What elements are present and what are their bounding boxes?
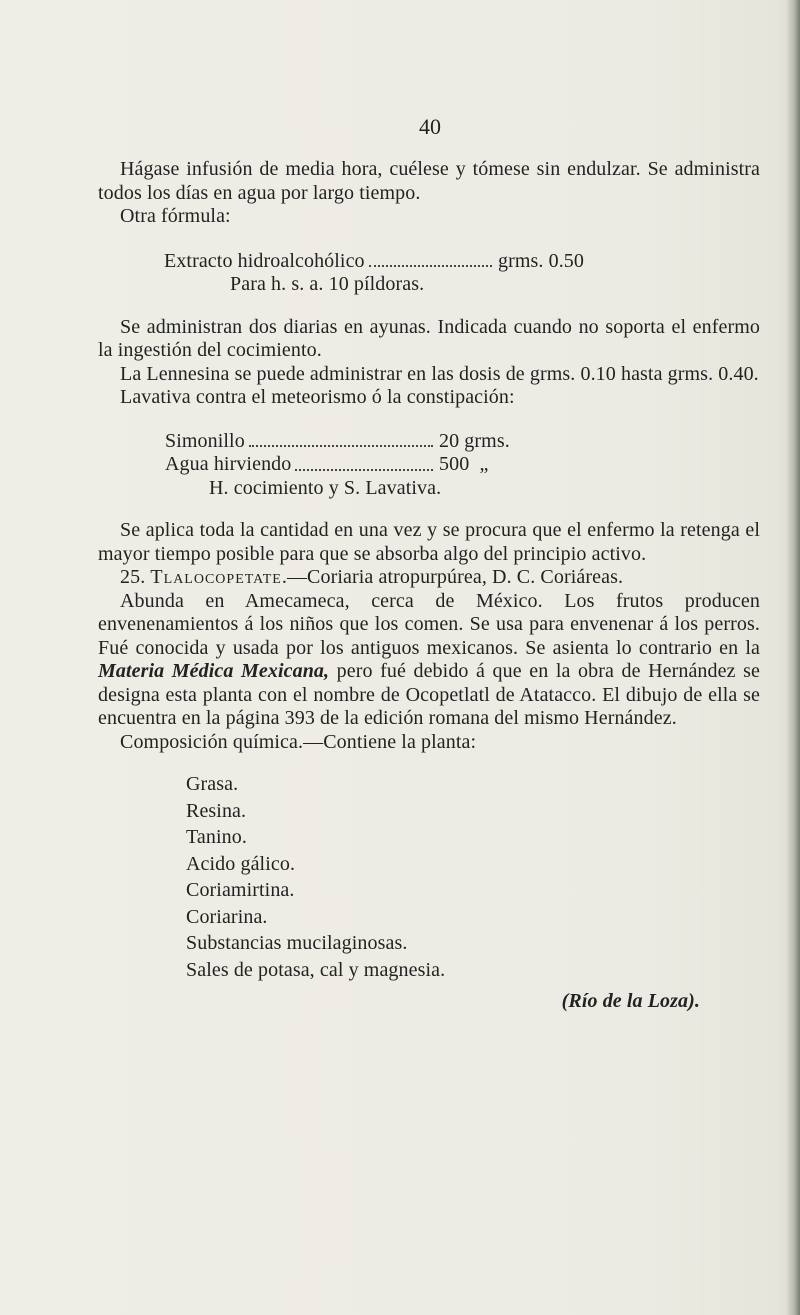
- paragraph-text: Abunda en Amecameca, cerca de México. Los frutos producen envenenamientos á los niños que los comen. Se usa para envenenar á los perros. Fué conocida y usada por los antiguos mexicanos. Se asienta lo contrario en la: [98, 589, 760, 659]
- formula-item: Simonillo: [165, 429, 245, 452]
- formula-note: Para h. s. a. 10 píldoras.: [230, 273, 425, 295]
- list-item: Coriarina.: [186, 905, 268, 928]
- formula-quantity: 20 grms.: [439, 429, 510, 452]
- formula-row: [165, 453, 527, 477]
- paragraph-infusion: Hágase infusión de media hora, cuélese y tómese sin endulzar. Se administra todos los días en agua por largo tiempo.: [98, 158, 760, 204]
- formula-quantity: grms. 0.50: [498, 249, 584, 272]
- page-body: [98, 158, 760, 1014]
- formula-lavativa: [165, 430, 527, 501]
- dot-leader: [369, 250, 492, 268]
- dot-leader: [295, 453, 433, 471]
- formula-row: [165, 430, 527, 454]
- paragraph-lavativa: Lavativa contra el meteorismo ó la constipación:: [120, 386, 515, 408]
- list-item: Coriamirtina.: [186, 879, 295, 901]
- formula-quantity: 500 „: [439, 453, 489, 475]
- formula-item: Agua hirviendo: [165, 453, 292, 475]
- formula-row: [164, 250, 584, 274]
- list-item: Sales de potasa, cal y magnesia.: [186, 958, 446, 981]
- entry-classification: .—Coriaria atropurpúrea, D. C. Coriáreas.: [281, 566, 624, 588]
- paragraph-otra-formula: Otra fórmula:: [120, 205, 231, 227]
- list-item: Resina.: [186, 799, 247, 822]
- page-number: 40: [419, 114, 441, 139]
- formula-extracto: [164, 250, 584, 297]
- page-edge-shadow: [786, 0, 800, 1315]
- list-item: Grasa.: [186, 773, 239, 795]
- list-item: Substancias mucilaginosas.: [186, 932, 408, 954]
- entry-number: 25.: [120, 566, 146, 588]
- citation-text: (Río de la Loza).: [561, 990, 700, 1012]
- dot-leader: [249, 430, 433, 448]
- formula-item: Extracto hidroalcohólico: [164, 249, 365, 272]
- paragraph-aplica: Se aplica toda la cantidad en una vez y se procura que el enfermo la retenga el mayor tiempo posible para que se absorba algo del principio activo.: [98, 519, 760, 565]
- list-item: Tanino.: [186, 826, 247, 848]
- paragraph-composicion: Composición química.—Contiene la planta:: [120, 730, 477, 753]
- entry-heading: Tlalocopetate: [150, 566, 282, 588]
- paragraph-text: pero fué debido á que en la obra de Hernández se designa esta planta con el nombre de Ocopetlatl de Atatacco. El dibujo de ella se encuentra en la página 393 de la edición romana del mismo Hernández.: [98, 660, 760, 729]
- paragraph-tlalocopetate: [98, 566, 760, 590]
- formula-note: H. cocimiento y S. Lavativa.: [209, 476, 442, 499]
- list-item: Acido gálico.: [186, 852, 296, 875]
- book-title: Materia Médica Mexicana,: [98, 660, 330, 682]
- paragraph-lennesina: La Lennesina se puede administrar en las dosis de grms. 0.10 hasta grms. 0.40.: [120, 362, 759, 385]
- paragraph-administran: Se administran dos diarias en ayunas. Indicada cuando no soporta el enfermo la ingestión del cocimiento.: [98, 315, 760, 361]
- composition-list: [186, 771, 760, 983]
- citation: [98, 990, 700, 1014]
- paragraph-abunda: [98, 590, 760, 731]
